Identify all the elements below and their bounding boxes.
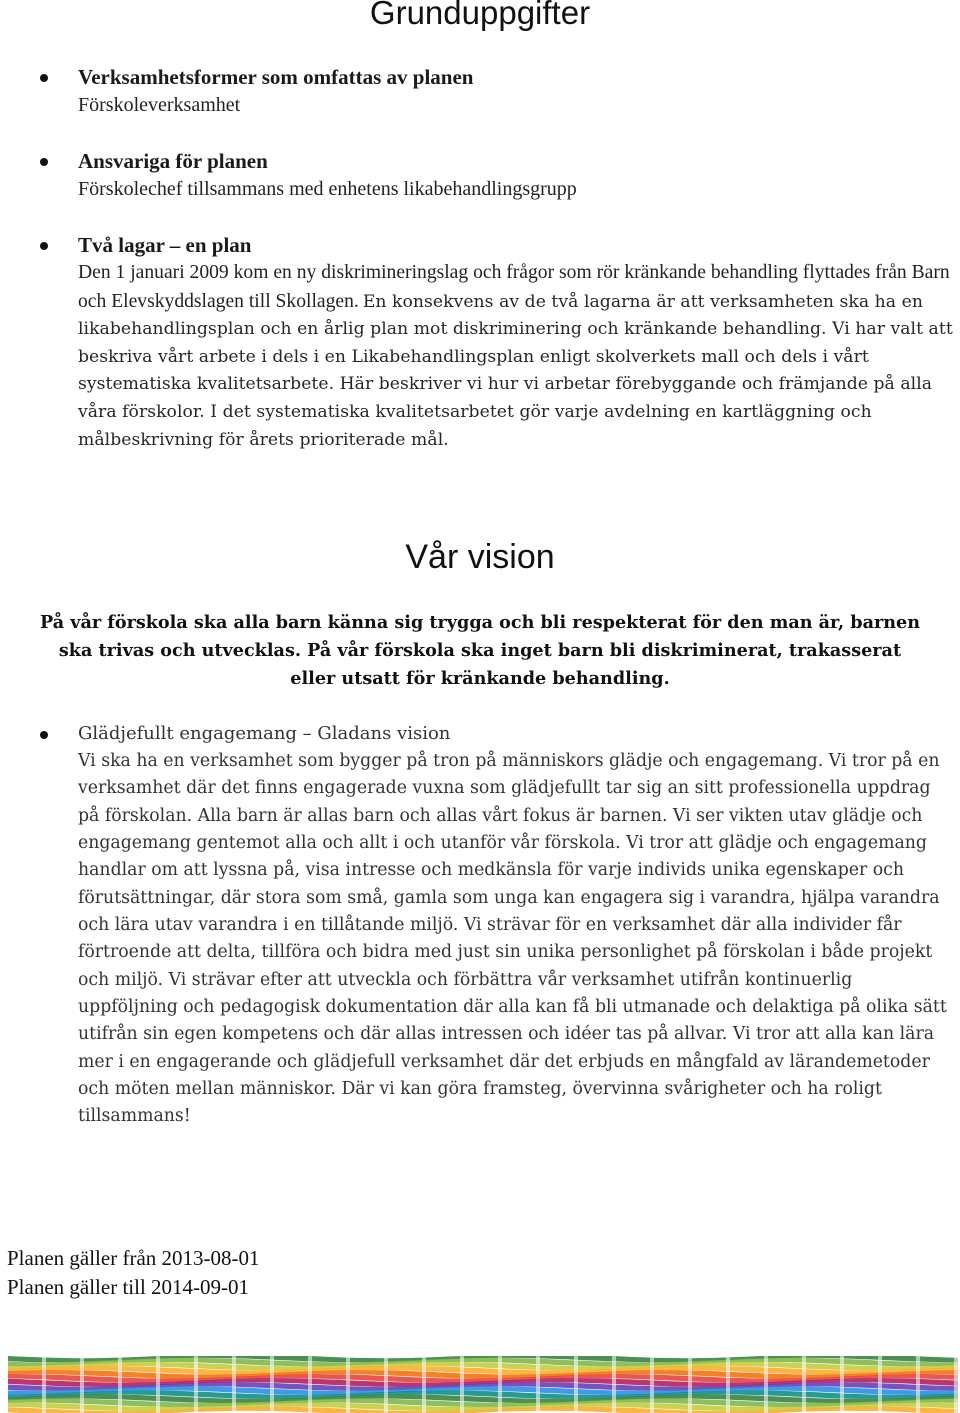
wave-gap <box>270 1356 274 1413</box>
section-heading: Verksamhetsformer som omfattas av planen <box>78 65 474 89</box>
wave-gap <box>726 1356 730 1413</box>
section-heading: Ansvariga för planen <box>78 149 268 173</box>
wave-gap <box>574 1356 578 1413</box>
wave-gap <box>232 1356 236 1413</box>
bullet-icon <box>40 74 48 82</box>
wave-gap <box>118 1356 122 1413</box>
footer-wave-decoration <box>8 1356 958 1413</box>
vision-heading: Vår vision <box>405 538 555 576</box>
wave-gap <box>536 1356 540 1413</box>
section-heading: Glädjefullt engagemang – Gladans vision <box>78 723 451 744</box>
wave-gap <box>384 1356 388 1413</box>
list-item <box>40 231 955 454</box>
wave-gap <box>422 1356 426 1413</box>
wave-gap <box>42 1356 46 1413</box>
list-item <box>40 720 955 1131</box>
wave-gap <box>688 1356 692 1413</box>
wave-gap <box>802 1356 806 1413</box>
wave-gap <box>954 1356 958 1413</box>
valid-from: Planen gäller från 2013-08-01 <box>7 1246 260 1270</box>
wave-gap <box>650 1356 654 1413</box>
wave-gap <box>308 1356 312 1413</box>
vision-statement: På vår förskola ska alla barn känna sig trygga och bli respekterat för den man är, barnen ska trivas och utvecklas. På vår förskola ska inget barn bli diskriminerat, trakasserat eller utsatt för kränkande behandling. <box>39 612 921 689</box>
wave-gap <box>80 1356 84 1413</box>
section-text: Förskolechef tillsammans med enhetens likabehandlingsgrupp <box>78 178 577 200</box>
validity-dates <box>7 1244 260 1302</box>
section-text: Vi ska ha en verksamhet som bygger på tron på människors glädje och engagemang. Vi tror på en verksamhet där det finns engagerade vuxna som glädjefullt tar sig an sitt professionella uppdrag på förskolan. Alla barn är allas barn och allas vårt fokus är barnen. Vi ser vikten utav glädje och engagemang gentemot alla och allt i och utanför vår förskola. Vi tror att glädje och engagemang handlar om att lyssna på, visa intresse och medkänsla för varje individs unika egenskaper och förutsättningar, där stora som små, gamla som unga kan engagera sig i varandra, hjälpa varandra och lära utav varandra i en tillåtande miljö. Vi strävar för en verksamhet där alla individer får förtroende att delta, tillföra och bidra med just sin unika personlighet på förskolan i både projekt och miljö. Vi strävar efter att utveckla och förbättra vår verksamhet utifrån kontinuerlig uppföljning och pedagogisk dokumentation där alla kan få bli utmanade och delaktiga på olika sätt utifrån sin egen kompetens och där allas intressen och idéer tas på allvar. Vi tror att alla kan lära mer i en engagerande och glädjefull verksamhet där det erbjuds en mångfald av lärandemetoder och möten mellan människor. Där vi kan göra framsteg, övervinna svårigheter och ha roligt tillsammans! <box>78 751 947 1127</box>
section-text-part: Den 1 januari 2009 kom en ny diskrimineringslag och frågor som rör kränkande behandling flyttades från Barn och Elevskyddslagen till Skollagen. <box>78 262 950 312</box>
bullet-icon <box>40 158 48 166</box>
wave-gap <box>916 1356 920 1413</box>
section-text-part: En konsekvens av de två lagarna är att verksamheten ska ha en likabehandlingsplan och en årlig plan mot diskriminering och kränkande behandling. Vi har valt att beskriva vårt arbete i dels i en Likabehandlingsplan enligt skolverkets mall och dels i vårt systematiska kvalitetsarbete. Här beskriver vi hur vi arbetar förebyggande och främjande på alla våra förskolor. I det systematiska kvalitetsarbetet gör varje avdelning en kartläggning och målbeskrivning för årets prioriterade mål. <box>78 291 953 450</box>
bullet-icon <box>40 731 48 739</box>
wave-gap <box>764 1356 768 1413</box>
page-title: Grunduppgifter <box>369 0 591 31</box>
section-heading: Två lagar – en plan <box>78 233 252 257</box>
bullet-icon <box>40 242 48 250</box>
section-text <box>78 259 955 454</box>
wave-gap <box>194 1356 198 1413</box>
wave-gap <box>878 1356 882 1413</box>
section-text: Förskoleverksamhet <box>78 94 241 116</box>
wave-gap <box>612 1356 616 1413</box>
valid-to: Planen gäller till 2014-09-01 <box>7 1275 250 1299</box>
list-item <box>40 63 955 119</box>
wave-gap <box>840 1356 844 1413</box>
wave-gap <box>156 1356 160 1413</box>
wave-gap <box>498 1356 502 1413</box>
wave-gap <box>460 1356 464 1413</box>
list-item <box>40 147 955 203</box>
wave-gap <box>346 1356 350 1413</box>
